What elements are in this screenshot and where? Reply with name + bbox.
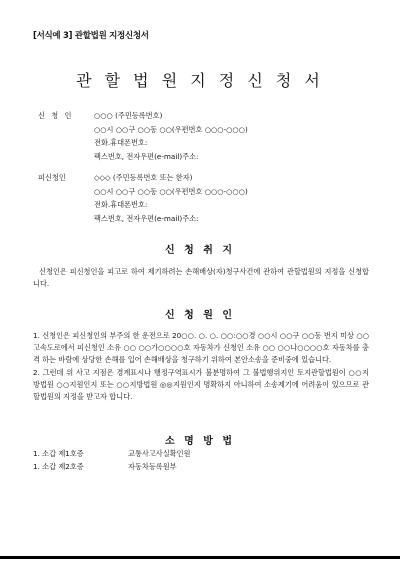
respondent-label: 피신청인 [38, 173, 66, 182]
applicant-phone-line: 전화.휴대폰번호: [94, 138, 148, 147]
respondent-details [94, 171, 248, 225]
evidence-heading: 소 명 방 법 [164, 436, 236, 447]
evidence-name: 자동차등록원부 [128, 461, 177, 471]
applicant-address-line: ○○시 ○○구 ○○동 ○○(우편번호 ○○○-○○○) [94, 124, 248, 134]
form-label: [서식예 3] 관할법원 지정신청서 [33, 31, 149, 41]
reason-item-2: 2. 그런데 위 사고 지점은 경계표시나 행정구역표시가 불분명하여 그 불법행위지인 토지관할법원이 ○○지방법원 ○○지원인지 또는 ○○지방법원 ◎◎지원인지 명확하지 아니하여 소송제기에 어려움이 있으므로 관할법원의 지정을 받고자 합니다. [33, 367, 369, 402]
evidence-name: 교통사고사실확인원 [128, 449, 191, 458]
reasons-list [33, 330, 369, 403]
respondent-address-line: ○○시 ○○구 ○○동 ○○(우편번호 ○○○-○○○) [94, 186, 248, 196]
purpose-heading: 신 청 취 지 [164, 245, 236, 256]
evidence-number: 1. 소갑 제2호증 [33, 461, 84, 471]
applicant-details [94, 109, 248, 163]
document-title: 관 할 법 원 지 정 신 청 서 [76, 71, 324, 90]
applicant-fax-email-line: 팩스번호, 전자우편(e-mail)주소: [94, 151, 199, 161]
reasons-heading: 신 청 원 인 [164, 310, 236, 321]
respondent-name-line: ◇◇◇ (주민등록번호 또는 한자) [94, 173, 193, 182]
evidence-list [33, 448, 333, 473]
respondent-phone-line: 전화.휴대폰번호: [94, 200, 148, 209]
respondent-fax-email-line: 팩스번호, 전자우편(e-mail)주소: [94, 213, 199, 223]
evidence-row [33, 448, 333, 461]
evidence-row [33, 461, 333, 474]
bottom-divider [0, 556, 400, 559]
evidence-number: 1. 소갑 제1호증 [33, 449, 84, 458]
reason-item-1: 1. 신청인은 피신청인의 부주의 한 운전으로 20○○. ○. ○. ○○:○○경 ○○시 ○○구 ○○동 번지 미상 ○○고속도로에서 피신청인 소유 ○○ ○○가○○○○호 자동차가 신청인 소유 ○○ ○○나○○○○호 자동차를 충격 하는 바람에 상당한 손해를 입어 손해배상을 청구하기 위하여 본안소송을 준비중에 있습니다. [33, 331, 369, 365]
purpose-text [33, 266, 369, 290]
purpose-paragraph: 신청인은 피신청인을 피고로 하여 제기하려는 손해배상(자)청구사건에 관하여 관할법원의 지정을 신청합니다. [33, 267, 369, 289]
applicant-name-line: ○○○ (주민등록번호) [94, 111, 163, 120]
applicant-label: 신 청 인 [38, 111, 74, 120]
